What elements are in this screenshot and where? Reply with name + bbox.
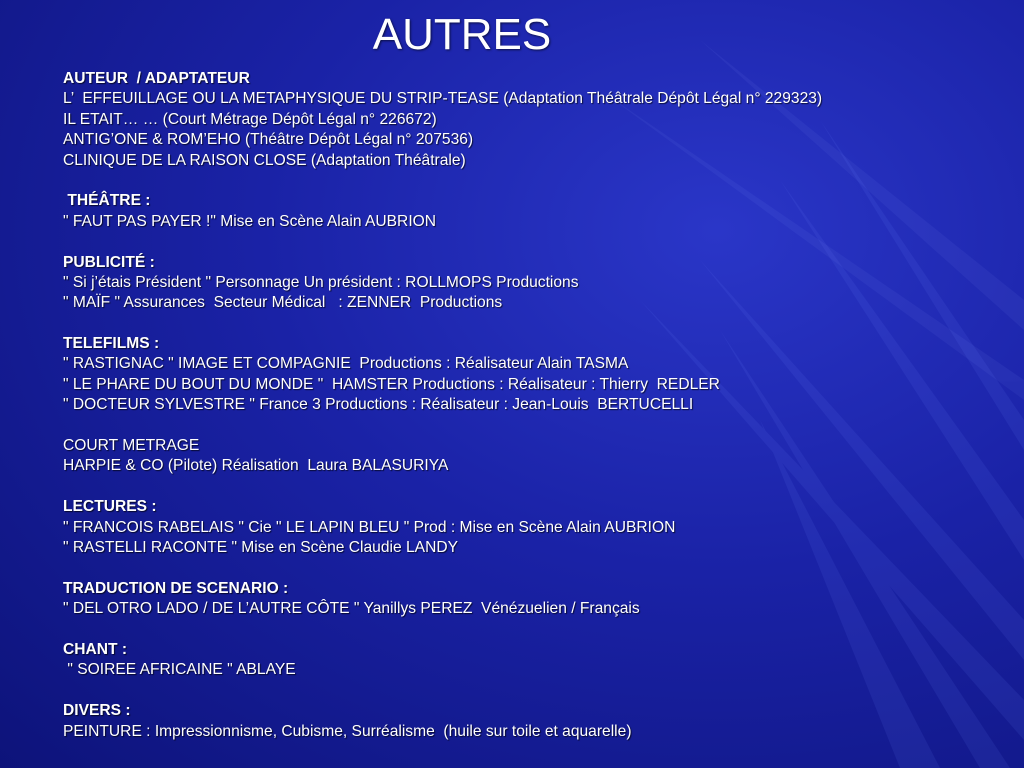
text-line: ANTIG’ONE & ROM’EHO (Théâtre Dépôt Légal n° 207536) (63, 131, 474, 149)
text-line: L’ EFFEUILLAGE OU LA METAPHYSIQUE DU STRIP-TEASE (Adaptation Théâtrale Dépôt Légal n° 229323) (63, 90, 823, 108)
text-line: CLINIQUE DE LA RAISON CLOSE (Adaptation Théâtrale) (63, 151, 466, 169)
text-line: " SOIREE AFRICAINE " ABLAYE (63, 661, 296, 679)
text-line: PEINTURE : Impressionnisme, Cubisme, Surréalisme (huile sur toile et aquarelle) (63, 722, 632, 740)
blank-line (63, 314, 1003, 334)
text-line: " FAUT PAS PAYER !" Mise en Scène Alain AUBRION (63, 212, 437, 230)
text-line: " RASTELLI RACONTE " Mise en Scène Claudie LANDY (63, 538, 458, 556)
text-line: " DEL OTRO LADO / DE L’AUTRE CÔTE " Yanillys PEREZ Vénézuelien / Français (63, 600, 640, 618)
text-line: " DOCTEUR SYLVESTRE " France 3 Productions : Réalisateur : Jean-Louis BERTUCELLI (63, 396, 694, 414)
slide-content (63, 69, 1003, 742)
text-line: IL ETAIT… … (Court Métrage Dépôt Légal n° 226672) (63, 110, 437, 128)
section-heading: DIVERS : (63, 702, 131, 720)
text-line: " Si j’étais Président " Personnage Un président : ROLLMOPS Productions (63, 273, 579, 291)
text-line: COURT METRAGE (63, 437, 200, 455)
blank-line (63, 620, 1003, 640)
section-heading: TRADUCTION DE SCENARIO : (63, 579, 289, 597)
text-line: " RASTIGNAC " IMAGE ET COMPAGNIE Productions : Réalisateur Alain TASMA (63, 355, 629, 373)
blank-line (63, 232, 1003, 252)
section-heading: CHANT : (63, 640, 128, 658)
section-heading: LECTURES : (63, 498, 157, 516)
section-heading: TELEFILMS : (63, 335, 160, 353)
slide-title: AUTRES (372, 10, 552, 59)
section-heading: THÉÂTRE : (63, 192, 151, 210)
section-heading: AUTEUR / ADAPTATEUR (63, 70, 250, 87)
text-line: HARPIE & CO (Pilote) Réalisation Laura BALASURIYA (63, 457, 449, 475)
blank-line (63, 558, 1003, 578)
blank-line (63, 477, 1003, 497)
text-line: " MAÏF " Assurances Secteur Médical : ZENNER Productions (63, 294, 503, 312)
blank-line (63, 416, 1003, 436)
text-line: " LE PHARE DU BOUT DU MONDE " HAMSTER Productions : Réalisateur : Thierry REDLER (63, 375, 720, 393)
blank-line (63, 171, 1003, 191)
section-heading: PUBLICITÉ : (63, 253, 155, 271)
text-line: " FRANCOIS RABELAIS " Cie " LE LAPIN BLEU " Prod : Mise en Scène Alain AUBRION (63, 518, 676, 536)
blank-line (63, 681, 1003, 701)
